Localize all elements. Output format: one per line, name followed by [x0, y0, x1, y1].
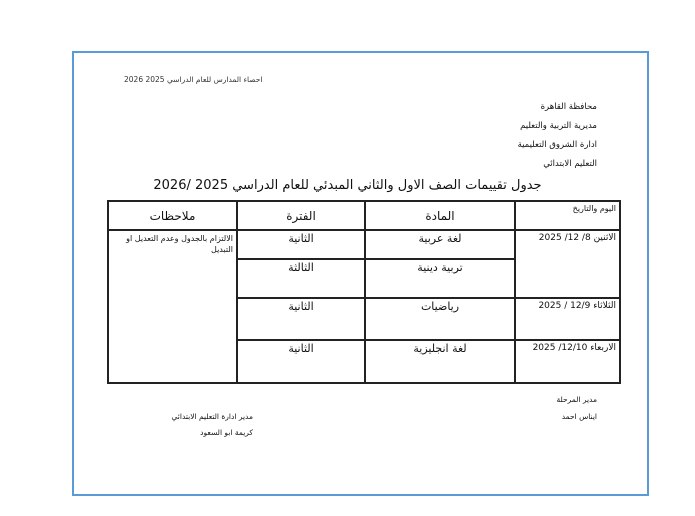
page-title: جدول تقييمات الصف الاول والثاني المبدئي للعام الدراسي 2025 /2026	[153, 178, 542, 193]
row-subject: لغة انجليزية	[365, 340, 515, 383]
table-row	[108, 230, 620, 259]
schedule-table	[107, 200, 621, 384]
row-date: الثلاثاء 12/9 / 2025	[538, 301, 616, 311]
notes-cell: الالتزام بالجدول وعدم التعديل او التبديل	[108, 230, 237, 383]
row-period: الثالثة	[237, 259, 365, 298]
org-line-directorate: مديرية التربية والتعليم	[520, 121, 597, 131]
org-line-stage: التعليم الابتدائي	[543, 159, 597, 169]
row-date: الاربعاء 12/10/ 2025	[532, 343, 616, 353]
row-period: الثانية	[237, 298, 365, 340]
row-period: الثانية	[237, 340, 365, 383]
admin-manager-title: مدير ادارة التعليم الابتدائي	[171, 412, 253, 421]
admin-manager-name: كريمة ابو السعود	[200, 428, 253, 437]
stage-manager-name: ايناس احمد	[561, 412, 597, 421]
row-subject: تربية دينية	[365, 259, 515, 298]
header-period: الفترة	[237, 201, 365, 230]
stage-manager-title: مدير المرحلة	[556, 395, 597, 404]
row-subject: لغة عربية	[365, 230, 515, 259]
header-note: احصاء المدارس للعام الدراسي 2025 2026	[124, 75, 263, 84]
org-line-governorate: محافظة القاهرة	[540, 102, 597, 112]
org-line-administration: ادارة الشروق التعليمية	[517, 140, 597, 150]
header-date: اليوم والتاريخ	[515, 201, 620, 230]
row-subject: رياضيات	[365, 298, 515, 340]
header-subject: المادة	[365, 201, 515, 230]
row-date: الاثنين 8/ 12/ 2025	[538, 233, 616, 243]
table-header-row	[108, 201, 620, 230]
header-notes: ملاحظات	[108, 201, 237, 230]
row-period: الثانية	[237, 230, 365, 259]
